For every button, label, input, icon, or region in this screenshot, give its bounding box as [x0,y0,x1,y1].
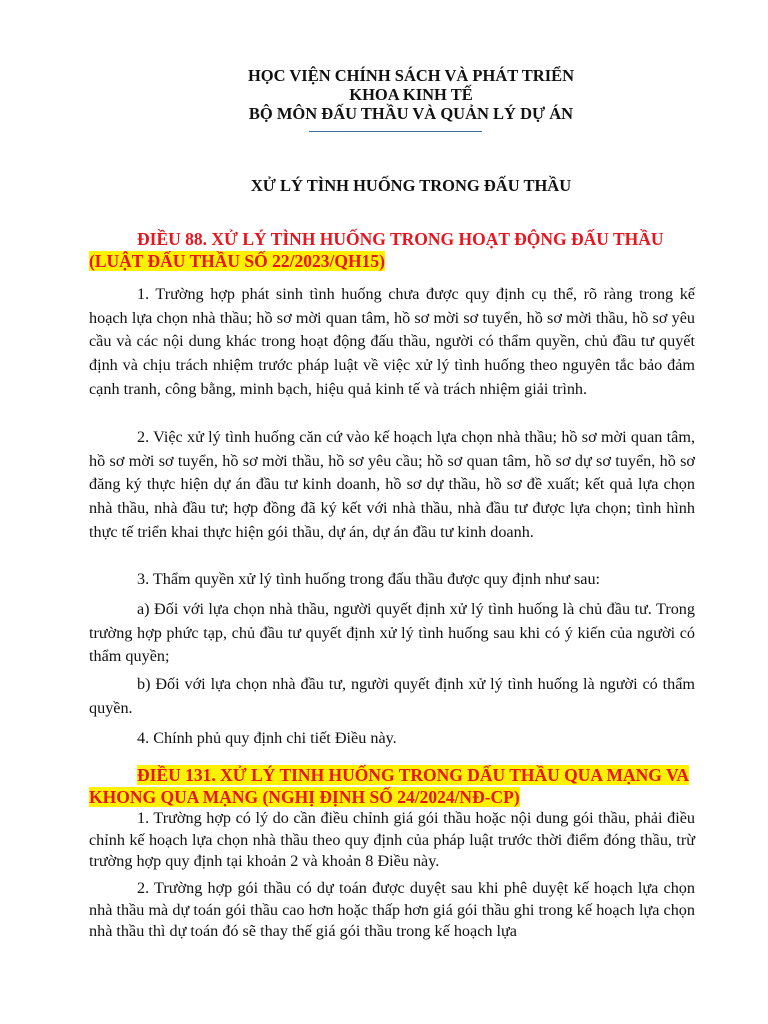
institution-header [0,66,768,123]
article-88-clause-3b: b) Đối với lựa chọn nhà đầu tư, người quyết định xử lý tình huống là người có thẩm quyền. [89,675,695,717]
article-88-heading-line1: ĐIỀU 88. XỬ LÝ TÌNH HUỐNG TRONG HOẠT ĐỘNG ĐẤU THẦU [137,229,664,249]
article-131-heading-line2: KHONG QUA MẠNG (NGHỊ ĐỊNH SỐ 24/2024/NĐ-CP) [89,786,520,807]
article-88-clause-1: 1. Trường hợp phát sinh tình huống chưa được quy định cụ thể, rõ ràng trong kế hoạch lựa chọn nhà thầu; hồ sơ mời quan tâm, hồ sơ mời sơ tuyển, hồ sơ mời thầu, hồ sơ yêu cầu và các nội dung khác trong hoạt động đấu thầu, người có thẩm quyền, chủ đầu tư quyết định và chịu trách nhiệm trước pháp luật về việc xử lý tình huống theo nguyên tắc bảo đảm cạnh tranh, công bằng, minh bạch, hiệu quả kinh tế và trách nhiệm giải trình. [89,285,695,398]
article-88-clause-3a: a) Đối với lựa chọn nhà thầu, người quyết định xử lý tình huống là chủ đầu tư. Trong trường hợp phức tạp, chủ đầu tư quyết định xử lý tình huống sau khi có ý kiến của người có thẩm quyền; [89,600,695,666]
article-131-clause-1: 1. Trường hợp có lý do cần điều chỉnh giá gói thầu hoặc nội dung gói thầu, phải điều chỉnh kế hoạch lựa chọn nhà thầu theo quy định của pháp luật trước thời điểm đóng thầu, trừ trường hợp quy định tại khoản 2 và khoản 8 Điều này. [89,809,695,870]
article-88-heading-line2: (LUẬT ĐẤU THẦU SỐ 22/2023/QH15) [89,250,385,271]
institution-name: HỌC VIỆN CHÍNH SÁCH VÀ PHÁT TRIỂN [247,66,575,85]
faculty-name: KHOA KINH TẾ [349,85,473,104]
header-underline [309,131,482,132]
article-131-heading-line1: ĐIỀU 131. XỬ LÝ TINH HUỐNG TRONG DẤU THẦU QUA MẠNG VA [137,765,689,785]
department-name: BỘ MÔN ĐẤU THẦU VÀ QUẢN LÝ DỰ ÁN [248,104,574,123]
article-88-heading [89,229,689,272]
document-title: XỬ LÝ TÌNH HUỐNG TRONG ĐẤU THẦU [250,176,572,195]
article-131-heading [89,765,689,808]
article-88-clause-3: 3. Thẩm quyền xử lý tình huống trong đấu thầu được quy định như sau: [137,570,601,588]
article-131-clause-2: 2. Trường hợp gói thầu có dự toán được duyệt sau khi phê duyệt kế hoạch lựa chọn nhà thầu mà dự toán gói thầu cao hơn hoặc thấp hơn giá gói thầu ghi trong kế hoạch lựa chọn nhà thầu thì dự toán đó sẽ thay thế giá gói thầu trong kế hoạch lựa [89,879,695,940]
article-88-clause-2: 2. Việc xử lý tình huống căn cứ vào kế hoạch lựa chọn nhà thầu; hồ sơ mời quan tâm, hồ sơ mời sơ tuyển, hồ sơ mời thầu, hồ sơ yêu cầu; hồ sơ quan tâm, hồ sơ dự sơ tuyển, hồ sơ đăng ký thực hiện dự án đầu tư kinh doanh, hồ sơ dự thầu, hồ sơ đề xuất; kết quả lựa chọn nhà thầu, nhà đầu tư; hợp đồng đã ký kết với nhà thầu, nhà đầu tư được lựa chọn; tình hình thực tế triển khai thực hiện gói thầu, dự án, dự án đầu tư kinh doanh. [89,428,695,541]
article-88-clause-4: 4. Chính phủ quy định chi tiết Điều này. [137,729,397,747]
